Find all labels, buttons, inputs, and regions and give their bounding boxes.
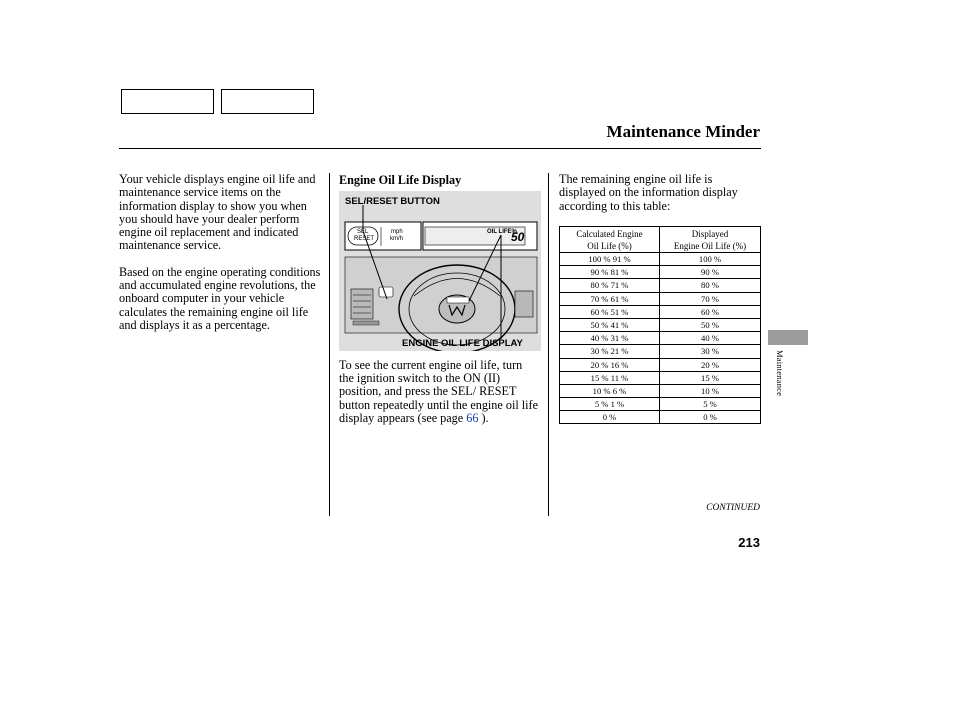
header-displayed: [660, 227, 761, 253]
dashboard-illustration: [339, 191, 541, 351]
displayed-cell: 20 %: [660, 358, 761, 371]
calculated-cell: 100 % 91 %: [560, 253, 660, 266]
displayed-cell: 10 %: [660, 384, 761, 397]
displayed-cell: 40 %: [660, 332, 761, 345]
continued-label: CONTINUED: [706, 503, 760, 513]
calculated-cell: 40 % 31 %: [560, 332, 660, 345]
oil-life-table: [559, 226, 761, 424]
table-row: [560, 411, 761, 424]
calculated-cell: 50 % 41 %: [560, 318, 660, 331]
column-divider-2: [548, 173, 549, 516]
header-calculated-line1: Calculated Engine: [576, 228, 643, 239]
calculated-cell: 10 % 6 %: [560, 384, 660, 397]
displayed-cell: 5 %: [660, 398, 761, 411]
table-row: [560, 266, 761, 279]
intro-paragraph-1: Your vehicle displays engine oil life and maintenance service items on the information display to show you when you should have your dealer perform engine oil replacement and indicated maintenance service.: [119, 172, 316, 253]
header-calculated: [560, 227, 660, 253]
header-calculated-line2: Oil Life (%): [587, 240, 632, 251]
instructions-paragraph: [339, 359, 539, 425]
section-tab-label: Maintenance: [775, 350, 785, 397]
displayed-cell: 100 %: [660, 253, 761, 266]
table-header-row: [560, 227, 761, 253]
kmh-unit-text: km/h: [390, 236, 404, 242]
table-row: [560, 292, 761, 305]
oil-life-display-label: OIL LIFE%: [487, 229, 517, 235]
dashboard-figure: [339, 191, 541, 351]
table-row: [560, 398, 761, 411]
page-reference-link[interactable]: 66: [466, 410, 479, 425]
displayed-cell: 60 %: [660, 305, 761, 318]
page-number: 213: [738, 535, 760, 550]
displayed-cell: 30 %: [660, 345, 761, 358]
reset-button-text: RESET: [354, 236, 375, 242]
instructions-text: To see the current engine oil life, turn the ignition switch to the ON (II) position, and press the SEL/ RESET button repeatedly until the engine oil life display appears (see page: [339, 358, 539, 425]
header-displayed-line2: Engine Oil Life (%): [673, 240, 747, 251]
calculated-cell: 90 % 81 %: [560, 266, 660, 279]
table-row: [560, 279, 761, 292]
displayed-cell: 90 %: [660, 266, 761, 279]
displayed-cell: 50 %: [660, 318, 761, 331]
instructions-text-end: ).: [478, 410, 489, 425]
nav-box-right[interactable]: [221, 89, 314, 114]
table-row: [560, 318, 761, 331]
calculated-cell: 20 % 16 %: [560, 358, 660, 371]
displayed-cell: 80 %: [660, 279, 761, 292]
section-heading: Engine Oil Life Display: [339, 173, 462, 187]
mph-unit-text: mph: [391, 229, 403, 235]
displayed-cell: 70 %: [660, 292, 761, 305]
calculated-cell: 70 % 61 %: [560, 292, 660, 305]
sel-button-text: SEL: [357, 229, 369, 235]
page-title: Maintenance Minder: [606, 122, 760, 141]
sel-reset-label: SEL/RESET BUTTON: [345, 196, 440, 207]
calculated-cell: 30 % 21 %: [560, 345, 660, 358]
column-divider-1: [329, 173, 330, 516]
calculated-cell: 0 %: [560, 411, 660, 424]
table-row: [560, 384, 761, 397]
calculated-cell: 5 % 1 %: [560, 398, 660, 411]
calculated-cell: 80 % 71 %: [560, 279, 660, 292]
table-row: [560, 253, 761, 266]
table-row: [560, 332, 761, 345]
table-row: [560, 371, 761, 384]
displayed-cell: 0 %: [660, 411, 761, 424]
displayed-cell: 15 %: [660, 371, 761, 384]
header-rule: [119, 148, 761, 149]
table-row: [560, 305, 761, 318]
calculated-cell: 15 % 11 %: [560, 371, 660, 384]
table-row: [560, 358, 761, 371]
engine-oil-life-display-label: ENGINE OIL LIFE DISPLAY: [402, 338, 523, 349]
section-tab[interactable]: [768, 330, 808, 345]
intro-column: [119, 173, 326, 345]
nav-box-left[interactable]: [121, 89, 214, 114]
intro-paragraph-2: Based on the engine operating conditions and accumulated engine revolutions, the onboard computer in your vehicle calculates the remaining engine oil life and displays it as a percentage.: [119, 264, 321, 332]
calculated-cell: 60 % 51 %: [560, 305, 660, 318]
header-displayed-line1: Displayed: [691, 228, 729, 239]
table-row: [560, 345, 761, 358]
table-intro: The remaining engine oil life is displayed on the information display according to this table:: [559, 172, 738, 213]
oil-life-display-value: 50: [511, 230, 525, 244]
